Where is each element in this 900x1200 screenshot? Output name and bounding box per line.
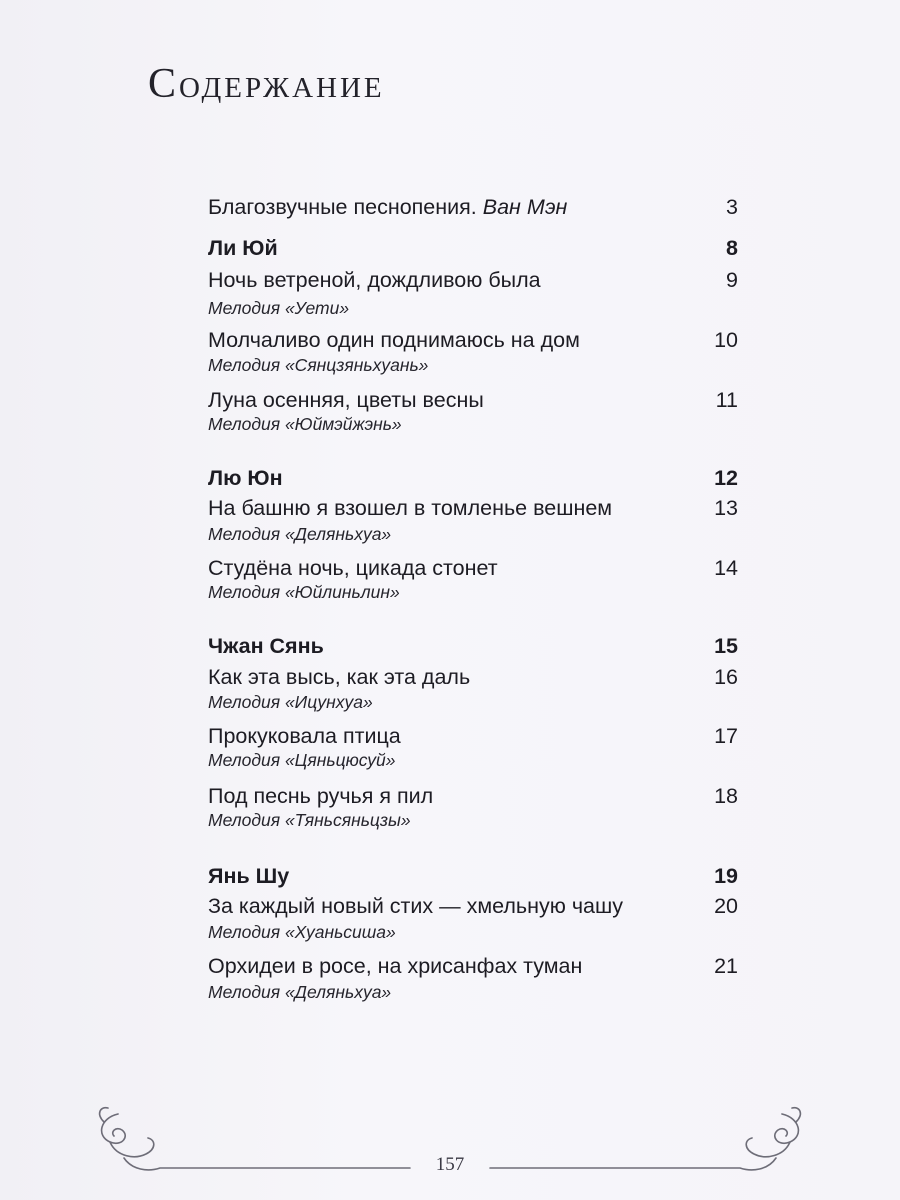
- page-number: 14: [714, 556, 738, 580]
- page-number: 9: [726, 268, 738, 292]
- scroll-flourish-icon: [490, 1108, 800, 1170]
- toc-intro-row[interactable]: [208, 195, 738, 220]
- toc-poem-row[interactable]: [208, 268, 738, 293]
- poem-title: Ночь ветреной, дождливою была: [208, 268, 541, 292]
- poem-title: Прокуковала птица: [208, 724, 401, 748]
- page-title: Содержание: [148, 61, 385, 107]
- melody-name: Мелодия «Цяньцюсуй»: [208, 750, 396, 770]
- melody-name: Мелодия «Юймэйжэнь»: [208, 414, 402, 434]
- melody-name: Мелодия «Тяньсяньцзы»: [208, 810, 411, 830]
- page-number: 12: [714, 466, 738, 490]
- toc-poem-row[interactable]: [208, 388, 738, 413]
- page-number: 8: [726, 236, 738, 260]
- poem-title: На башню я взошел в томленье вешнем: [208, 496, 613, 520]
- poem-title: Орхидеи в росе, на хрисанфах туман: [208, 954, 583, 978]
- toc-poem-row[interactable]: [208, 665, 738, 690]
- page-number: 21: [714, 954, 738, 978]
- page-number: 20: [714, 894, 738, 918]
- poem-title: Под песнь ручья я пил: [208, 784, 434, 808]
- poem-title: Студёна ночь, цикада стонет: [208, 556, 498, 580]
- poem-title: Молчаливо один поднимаюсь на дом: [208, 328, 580, 352]
- melody-name: Мелодия «Уети»: [208, 298, 350, 318]
- toc-entry-title: [208, 195, 567, 220]
- poem-title: Луна осенняя, цветы весны: [208, 388, 484, 412]
- intro-title: Благозвучные песнопения.: [208, 195, 477, 219]
- toc-author-row[interactable]: [208, 236, 738, 261]
- poem-title: За каждый новый стих — хмельную чашу: [208, 894, 624, 918]
- author-name: Лю Юн: [208, 466, 283, 490]
- scroll-flourish-icon: [100, 1108, 410, 1170]
- toc-poem-row[interactable]: [208, 556, 738, 581]
- author-name: Ли Юй: [208, 236, 278, 260]
- author-name: Чжан Сянь: [208, 634, 324, 658]
- melody-name: Мелодия «Хуаньсиша»: [208, 922, 396, 942]
- toc-author-row[interactable]: [208, 466, 738, 491]
- page-number: 3: [726, 195, 738, 219]
- poem-title: Как эта высь, как эта даль: [208, 665, 471, 689]
- toc-author-row[interactable]: [208, 864, 738, 889]
- toc-poem-row[interactable]: [208, 496, 738, 521]
- melody-name: Мелодия «Юйлиньлин»: [208, 582, 400, 602]
- melody-name: Мелодия «Сянцзяньхуань»: [208, 355, 429, 375]
- page-number: 10: [714, 328, 738, 352]
- footer-ornament: [0, 1100, 900, 1200]
- author-name: Янь Шу: [208, 864, 290, 888]
- toc-poem-row[interactable]: [208, 328, 738, 353]
- page-number: 19: [714, 864, 738, 888]
- page-number: 15: [714, 634, 738, 658]
- page-number: 16: [714, 665, 738, 689]
- toc-poem-row[interactable]: [208, 784, 738, 809]
- page-number: 13: [714, 496, 738, 520]
- page-number: 18: [714, 784, 738, 808]
- melody-name: Мелодия «Деляньхуа»: [208, 982, 392, 1002]
- toc-author-row[interactable]: [208, 634, 738, 659]
- intro-author: Ван Мэн: [482, 195, 568, 219]
- page-number: 17: [714, 724, 738, 748]
- melody-name: Мелодия «Деляньхуа»: [208, 524, 392, 544]
- toc-poem-row[interactable]: [208, 894, 738, 919]
- page-number: 11: [715, 388, 738, 412]
- page-number-folio: 157: [435, 1154, 465, 1175]
- toc-poem-row[interactable]: [208, 954, 738, 979]
- toc-poem-row[interactable]: [208, 724, 738, 749]
- melody-name: Мелодия «Ицунхуа»: [208, 692, 373, 712]
